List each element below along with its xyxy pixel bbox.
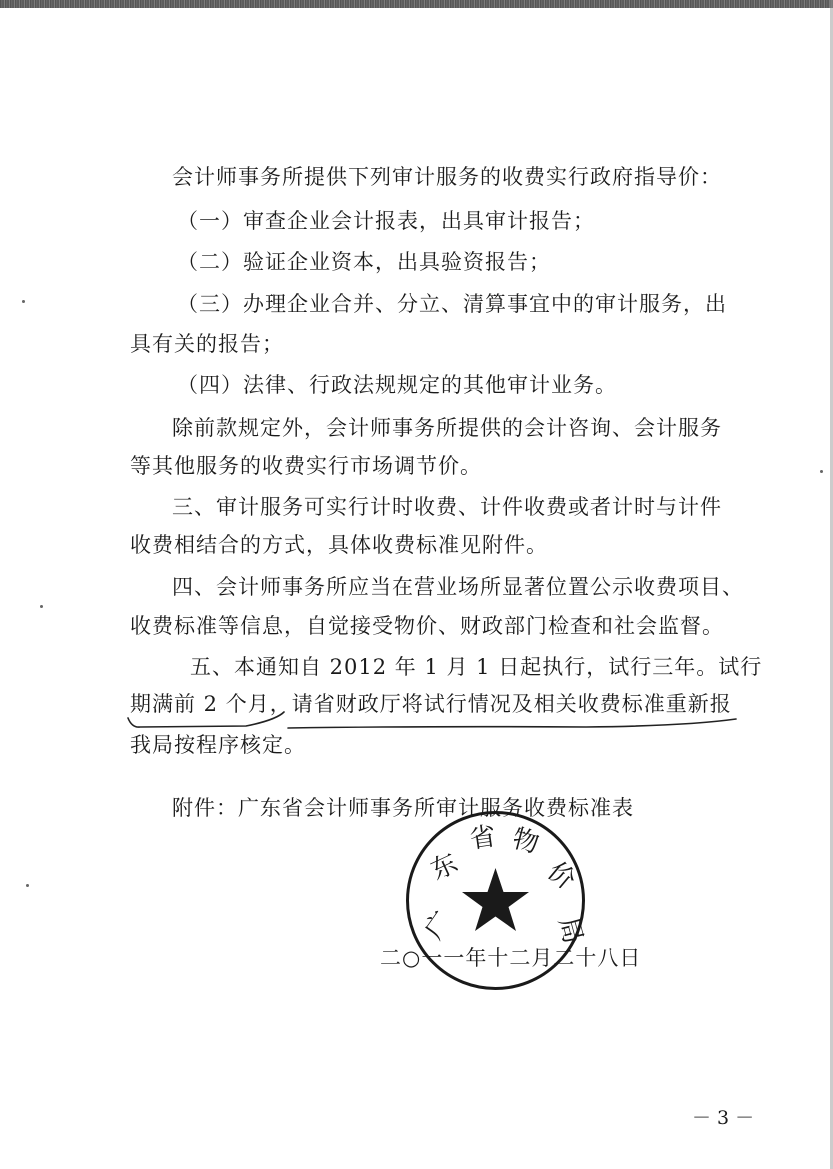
clause-three-continued: 收费相结合的方式，具体收费标准见附件。	[130, 533, 548, 557]
clause-four-continued: 收费标准等信息，自觉接受物价、财政部门检查和社会监督。	[130, 614, 724, 638]
issue-date: 二○一一年十二月二十八日	[380, 946, 642, 970]
scan-speck	[40, 605, 43, 608]
seal-star-icon	[462, 868, 529, 931]
svg-text:价: 价	[541, 856, 581, 897]
svg-text:东: 东	[426, 848, 463, 887]
page-number: － 3 －	[692, 1107, 755, 1129]
svg-text:局: 局	[552, 914, 588, 947]
handwritten-underline	[126, 708, 738, 732]
scan-speck	[820, 470, 823, 473]
svg-text:物: 物	[509, 823, 543, 860]
clause-four: 四、会计师事务所应当在营业场所显著位置公示收费项目、	[172, 575, 744, 599]
clause-five-underlined: 期满前 2 个月，请省财政厅将试行情况及相关收费标准重新报	[130, 692, 732, 716]
paragraph-market-price: 除前款规定外，会计师事务所提供的会计咨询、会计服务	[172, 416, 722, 440]
svg-text:省: 省	[467, 821, 498, 855]
clause-three: 三、审计服务可实行计时收费、计件收费或者计时与计件	[172, 495, 722, 519]
list-item-1: （一）审查企业会计报表，出具审计报告；	[177, 209, 595, 233]
paragraph-market-price-continued: 等其他服务的收费实行市场调节价。	[130, 454, 482, 478]
scan-speck	[22, 300, 25, 303]
list-item-4: （四）法律、行政法规规定的其他审计业务。	[177, 373, 617, 397]
clause-five-continued: 我局按程序核定。	[130, 733, 306, 757]
list-item-2: （二）验证企业资本，出具验资报告；	[177, 250, 551, 274]
paragraph-government-guidance: 会计师事务所提供下列审计服务的收费实行政府指导价：	[172, 165, 722, 189]
clause-five: 五、本通知自 2012 年 1 月 1 日起执行，试行三年。试行	[190, 655, 763, 679]
official-seal	[403, 808, 588, 993]
attachment-line: 附件：广东省会计师事务所审计服务收费标准表	[172, 796, 634, 820]
svg-text:广: 广	[419, 906, 459, 946]
list-item-3-continued: 具有关的报告；	[130, 332, 284, 356]
list-item-3: （三）办理企业合并、分立、清算事宜中的审计服务，出	[177, 292, 727, 316]
scan-speck	[26, 884, 29, 887]
scan-top-edge	[0, 0, 833, 8]
